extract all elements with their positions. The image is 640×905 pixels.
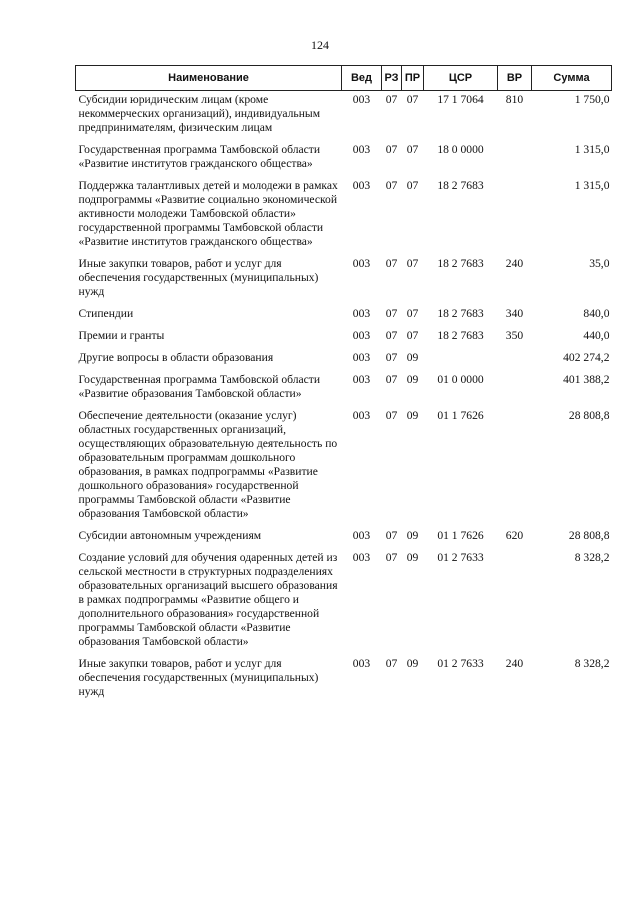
table-row — [76, 371, 612, 407]
cell-name: Создание условий для обучения одаренных детей из сельской местности в структурных подразделениях образовательных организаций высшего образования в рамках подпрограммы «Развитие общего и дополнительного образования» государственной программы Тамбовской области «Развитие образования Тамбовской области» — [78, 551, 338, 648]
cell-sum: 1 315,0 — [574, 143, 610, 156]
header-name: Наименование — [76, 66, 342, 91]
cell-pr: 07 — [406, 179, 419, 192]
table-row — [76, 305, 612, 327]
cell-csr: 01 2 7633 — [437, 657, 484, 670]
cell-ved: 003 — [352, 657, 371, 670]
cell-name: Субсидии автономным учреждениям — [78, 529, 262, 542]
cell-pr: 09 — [406, 351, 419, 364]
cell-ved: 003 — [352, 529, 371, 542]
cell-ved: 003 — [352, 351, 371, 364]
header-sum: Сумма — [532, 66, 612, 91]
cell-ved: 003 — [352, 329, 371, 342]
cell-sum: 840,0 — [583, 307, 610, 320]
table-row — [76, 349, 612, 371]
cell-ved: 003 — [352, 409, 371, 422]
cell-sum: 1 750,0 — [574, 93, 610, 106]
cell-pr: 07 — [406, 329, 419, 342]
budget-table — [75, 65, 612, 705]
cell-name: Стипендии — [78, 307, 134, 320]
cell-rz: 07 — [385, 409, 398, 422]
cell-vr — [498, 349, 532, 371]
cell-csr — [424, 349, 498, 371]
cell-sum: 401 388,2 — [563, 373, 610, 386]
cell-pr: 09 — [406, 529, 419, 542]
cell-name: Государственная программа Тамбовской области «Развитие образования Тамбовской области» — [78, 373, 321, 400]
cell-vr: 810 — [505, 93, 524, 106]
header-rz: РЗ — [382, 66, 402, 91]
cell-pr: 07 — [406, 257, 419, 270]
cell-pr: 09 — [406, 657, 419, 670]
cell-csr: 18 2 7683 — [437, 329, 484, 342]
cell-csr: 18 2 7683 — [437, 179, 484, 192]
header-csr: ЦСР — [424, 66, 498, 91]
header-ved: Вед — [342, 66, 382, 91]
cell-csr: 18 0 0000 — [437, 143, 484, 156]
cell-rz: 07 — [385, 657, 398, 670]
cell-ved: 003 — [352, 179, 371, 192]
cell-pr: 09 — [406, 409, 419, 422]
cell-name: Другие вопросы в области образования — [78, 351, 274, 364]
cell-rz: 07 — [385, 257, 398, 270]
cell-csr: 01 1 7626 — [437, 409, 484, 422]
table-body — [76, 91, 612, 706]
cell-rz: 07 — [385, 307, 398, 320]
cell-sum: 8 328,2 — [574, 657, 610, 670]
cell-name: Государственная программа Тамбовской области «Развитие институтов гражданского общества» — [78, 143, 321, 170]
cell-vr — [498, 177, 532, 255]
cell-csr: 18 2 7683 — [437, 307, 484, 320]
cell-ved: 003 — [352, 307, 371, 320]
cell-rz: 07 — [385, 93, 398, 106]
cell-ved: 003 — [352, 551, 371, 564]
cell-vr — [498, 549, 532, 655]
cell-pr: 07 — [406, 307, 419, 320]
table-row — [76, 407, 612, 527]
table-row — [76, 141, 612, 177]
cell-sum: 28 808,8 — [568, 409, 610, 422]
cell-vr — [498, 141, 532, 177]
cell-pr: 09 — [406, 373, 419, 386]
table-row — [76, 549, 612, 655]
cell-name: Субсидии юридическим лицам (кроме некоммерческих организаций), индивидуальным предпринимателям, физическим лицам — [78, 93, 321, 134]
cell-rz: 07 — [385, 529, 398, 542]
cell-vr: 350 — [505, 329, 524, 342]
cell-vr: 620 — [505, 529, 524, 542]
table-row — [76, 91, 612, 142]
cell-vr: 240 — [505, 657, 524, 670]
cell-vr — [498, 407, 532, 527]
cell-name: Премии и гранты — [78, 329, 165, 342]
header-vr: ВР — [498, 66, 532, 91]
table-row — [76, 255, 612, 305]
cell-vr: 240 — [505, 257, 524, 270]
table-row — [76, 527, 612, 549]
cell-rz: 07 — [385, 179, 398, 192]
cell-ved: 003 — [352, 93, 371, 106]
cell-vr — [498, 371, 532, 407]
header-pr: ПР — [402, 66, 424, 91]
table-row — [76, 655, 612, 705]
cell-sum: 35,0 — [589, 257, 610, 270]
cell-csr: 01 1 7626 — [437, 529, 484, 542]
cell-csr: 18 2 7683 — [437, 257, 484, 270]
cell-rz: 07 — [385, 143, 398, 156]
cell-pr: 09 — [406, 551, 419, 564]
cell-rz: 07 — [385, 373, 398, 386]
table-header — [76, 66, 612, 91]
cell-name: Иные закупки товаров, работ и услуг для обеспечения государственных (муниципальных) нужд — [78, 657, 319, 698]
cell-sum: 8 328,2 — [574, 551, 610, 564]
cell-ved: 003 — [352, 257, 371, 270]
cell-name: Поддержка талантливых детей и молодежи в рамках подпрограммы «Развитие социально экономической активности молодежи Тамбовской области» государственной программы Тамбовской области «Развитие институтов гражданского общества» — [78, 179, 338, 248]
cell-sum: 402 274,2 — [563, 351, 610, 364]
cell-sum: 1 315,0 — [574, 179, 610, 192]
cell-rz: 07 — [385, 351, 398, 364]
cell-rz: 07 — [385, 329, 398, 342]
cell-csr: 17 1 7064 — [437, 93, 484, 106]
table-row — [76, 327, 612, 349]
cell-csr: 01 2 7633 — [437, 551, 484, 564]
cell-ved: 003 — [352, 143, 371, 156]
cell-csr: 01 0 0000 — [437, 373, 484, 386]
cell-pr: 07 — [406, 143, 419, 156]
page-number: 124 — [311, 38, 329, 52]
cell-pr: 07 — [406, 93, 419, 106]
cell-sum: 28 808,8 — [568, 529, 610, 542]
cell-vr: 340 — [505, 307, 524, 320]
cell-sum: 440,0 — [583, 329, 610, 342]
cell-rz: 07 — [385, 551, 398, 564]
cell-ved: 003 — [352, 373, 371, 386]
table-row — [76, 177, 612, 255]
cell-name: Иные закупки товаров, работ и услуг для обеспечения государственных (муниципальных) нужд — [78, 257, 319, 298]
cell-name: Обеспечение деятельности (оказание услуг) областных государственных организаций, осуществляющих образовательную деятельность по образовательным программам дошкольного образования, в рамках подпрограммы «Развитие дошкольного образования» государственной программы Тамбовской области «Развитие образования Тамбовской области» — [78, 409, 338, 520]
